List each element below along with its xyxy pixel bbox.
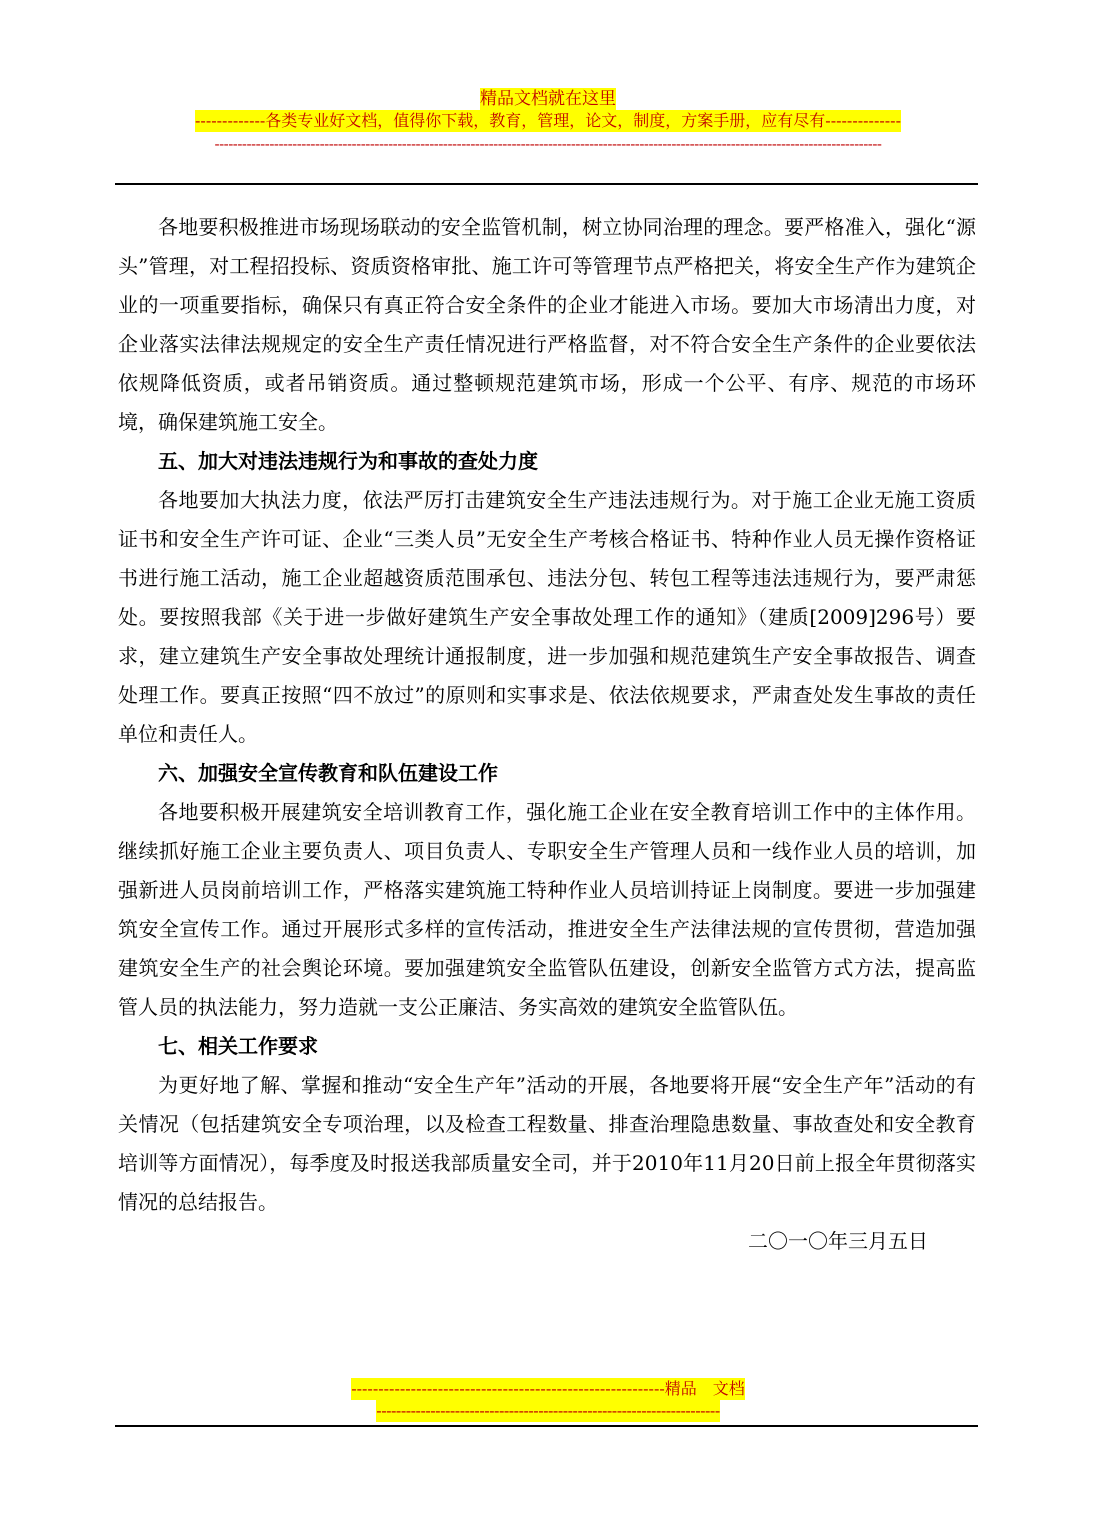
section-heading-6: 六、加强安全宣传教育和队伍建设工作 [158,761,498,785]
page-header [118,88,978,154]
paragraph-market: 各地要积极推进市场现场联动的安全监管机制，树立协同治理的理念。要严格准入，强化“源头”管理，对工程招投标、资质资格审批、施工许可等管理节点严格把关，将安全生产作为建筑企业的一项重要指标，确保只有真正符合安全条件的企业才能进入市场。要加大市场清出力度，对企业落实法律法规规定的安全生产责任情况进行严格监督，对不符合安全生产条件的企业要依法依规降低资质，或者吊销资质。通过整顿规范建筑市场，形成一个公平、有序、规范的市场环境，确保建筑施工安全。 [118,215,976,434]
footer-divider [115,1425,978,1427]
document-body [118,208,976,1261]
paragraph-enforcement: 各地要加大执法力度，依法严厉打击建筑安全生产违法违规行为。对于施工企业无施工资质证书和安全生产许可证、企业“三类人员”无安全生产考核合格证书、特种作业人员无操作资格证书进行施工活动，施工企业超越资质范围承包、违法分包、转包工程等违法违规行为，要严肃惩处。要按照我部《关于进一步做好建筑生产安全事故处理工作的通知》（建质[2009]296号）要求，建立建筑生产安全事故处理统计通报制度，进一步加强和规范建筑生产安全事故报告、调查处理工作。要真正按照“四不放过”的原则和实事求是、依法依规要求，严肃查处发生事故的责任单位和责任人。 [118,488,976,746]
footer-line-1: ----------------------------------------------------------精品 文档 [351,1379,745,1398]
header-title: 精品文档就在这里 [480,89,616,109]
header-tagline: -------------各类专业好文档，值得你下载，教育，管理，论文，制度，方案手册，应有尽有-------------- [195,111,901,130]
page-footer [118,1378,978,1422]
header-divider [115,183,978,185]
section-heading-5: 五、加大对违法违规行为和事故的查处力度 [158,449,538,473]
footer-line-2: ---------------------------------------------------------------------- [376,1401,720,1420]
paragraph-requirements: 为更好地了解、掌握和推动“安全生产年”活动的开展，各地要将开展“安全生产年”活动的有关情况（包括建筑安全专项治理，以及检查工程数量、排查治理隐患数量、事故查处和安全教育培训等方面情况），每季度及时报送我部质量安全司，并于2010年11月20日前上报全年贯彻落实情况的总结报告。 [118,1073,976,1214]
header-dashes: -------------------------------------------------------------------------------------------------------------------------------------------------- [214,135,882,153]
section-heading-7: 七、相关工作要求 [158,1034,318,1058]
paragraph-education: 各地要积极开展建筑安全培训教育工作，强化施工企业在安全教育培训工作中的主体作用。继续抓好施工企业主要负责人、项目负责人、专职安全生产管理人员和一线作业人员的培训，加强新进人员岗前培训工作，严格落实建筑施工特种作业人员培训持证上岗制度。要进一步加强建筑安全宣传工作。通过开展形式多样的宣传活动，推进安全生产法律法规的宣传贯彻，营造加强建筑安全生产的社会舆论环境。要加强建筑安全监管队伍建设，创新安全监管方式方法，提高监管人员的执法能力，努力造就一支公正廉洁、务实高效的建筑安全监管队伍。 [118,800,976,1019]
document-date: 二〇一〇年三月五日 [748,1229,928,1253]
